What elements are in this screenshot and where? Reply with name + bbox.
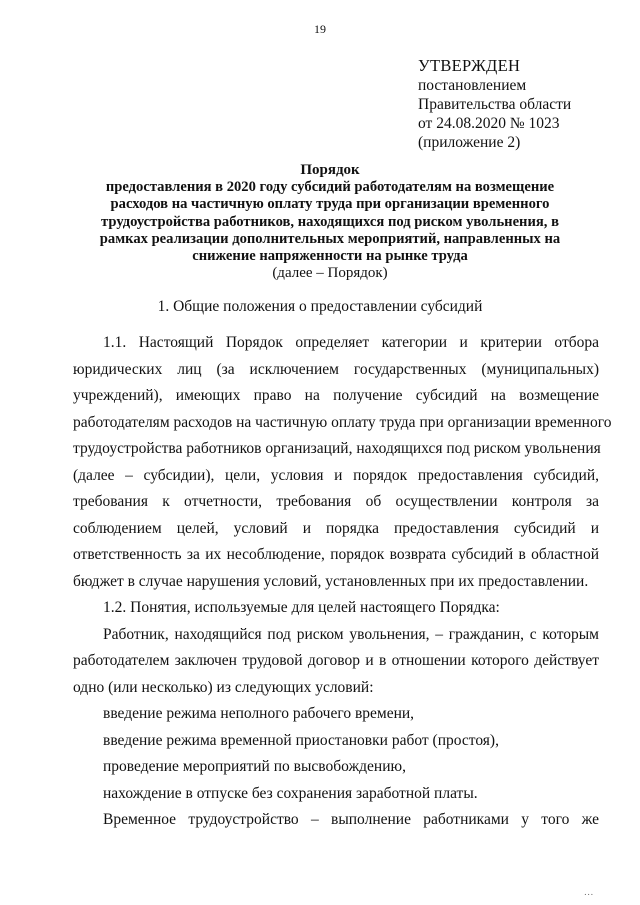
paragraph-2 xyxy=(73,595,599,622)
text-line: Работник, находящийся под риском увольнения, – гражданин, с которым xyxy=(103,625,599,643)
text-line: бюджет в случае нарушения условий, установленных при их предоставлении. xyxy=(73,572,589,590)
body-text xyxy=(73,330,612,834)
approval-stamp xyxy=(418,56,628,152)
scan-mark: ... xyxy=(584,887,594,897)
text-line: трудоустройства работников организаций, находящихся под риском увольнения xyxy=(73,440,601,457)
approval-line: от 24.08.2020 № 1023 xyxy=(418,115,560,132)
approval-title: УТВЕРЖДЕН xyxy=(418,56,521,75)
approval-line: Правительства области xyxy=(418,96,572,113)
text-line: учреждений), имеющих право на получение субсидий на возмещение xyxy=(73,387,599,404)
paragraph-3 xyxy=(73,622,599,702)
title-line: снижение напряженности на рынке труда xyxy=(192,248,468,265)
title-subtitle: (далее – Порядок) xyxy=(272,265,388,282)
paragraph-1 xyxy=(73,330,612,595)
text-line: 1.2. Понятия, используемые для целей настоящего Порядка: xyxy=(103,599,500,616)
text-line: юридических лиц (за исключением государственных (муниципальных) xyxy=(73,360,599,378)
document-title xyxy=(60,162,600,282)
list-item: введение режима временной приостановки работ (простоя), xyxy=(103,731,499,749)
title-main: Порядок xyxy=(300,162,360,178)
section-heading: 1. Общие положения о предоставлении субсидий xyxy=(157,298,483,315)
conditions-list xyxy=(73,701,599,807)
text-line: требования к отчетности, требования об осуществлении контроля за xyxy=(73,493,599,510)
page-number: 19 xyxy=(314,22,326,36)
text-line: одно (или несколько) из следующих условий: xyxy=(73,678,374,696)
text-line: работодателям расходов на частичную оплату труда при организации временного xyxy=(73,413,612,431)
text-line: ответственность за их несоблюдение, порядок возврата субсидий в областной xyxy=(73,546,599,563)
list-item: проведение мероприятий по высвобождению, xyxy=(103,758,406,775)
title-line: расходов на частичную оплату труда при организации временного xyxy=(110,196,550,213)
title-line: трудоустройства работников, находящихся под риском увольнения, в xyxy=(101,213,559,230)
title-line: рамках реализации дополнительных мероприятий, направленных на xyxy=(99,230,561,247)
text-line: (далее – субсидии), цели, условия и порядок предоставления субсидий, xyxy=(73,466,599,484)
paragraph-4 xyxy=(73,807,599,834)
text-line: Временное трудоустройство – выполнение работниками у того же xyxy=(103,811,599,828)
text-line: соблюдением целей, условий и порядка предоставления субсидий и xyxy=(73,519,599,537)
approval-line: постановлением xyxy=(418,77,527,94)
title-line: предоставления в 2020 году субсидий работодателям на возмещение xyxy=(105,179,555,196)
text-line: 1.1. Настоящий Порядок определяет категории и критерии отбора xyxy=(103,334,599,351)
list-item: введение режима неполного рабочего времени, xyxy=(103,705,415,722)
text-line: работодателем заключен трудовой договор и в отношении которого действует xyxy=(73,652,599,669)
approval-line: (приложение 2) xyxy=(418,134,521,151)
list-item: нахождение в отпуске без сохранения заработной платы. xyxy=(103,784,478,802)
